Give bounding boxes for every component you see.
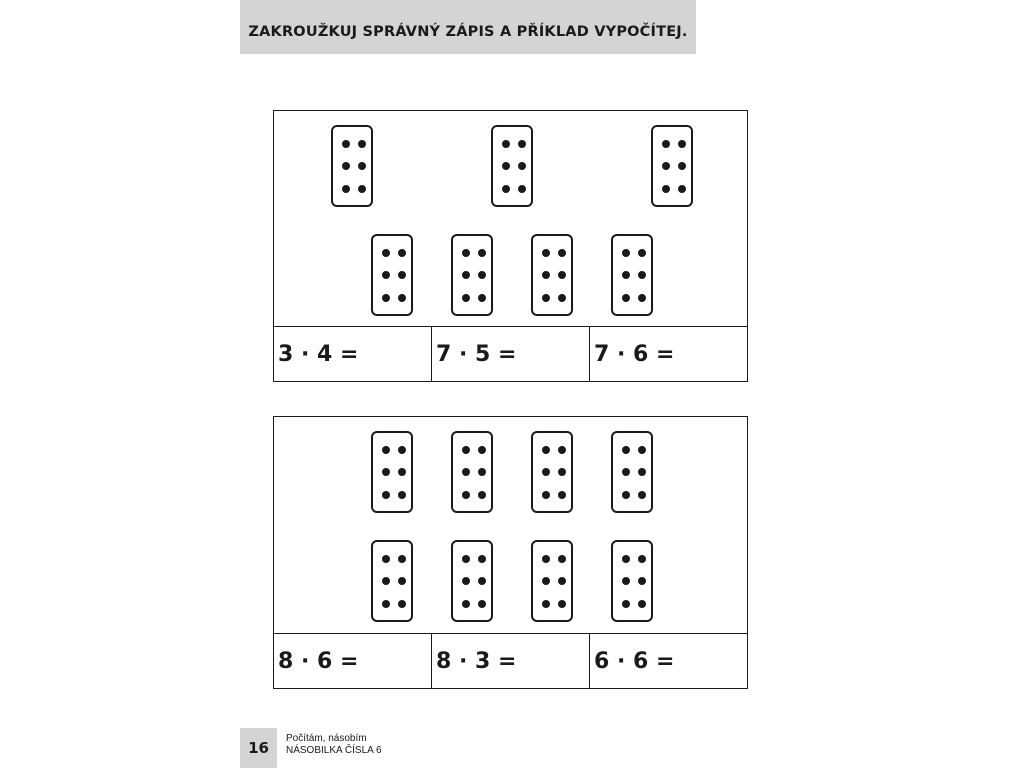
domino-pip — [558, 249, 566, 257]
domino-pip — [678, 140, 686, 148]
domino-tile — [451, 540, 493, 622]
domino-pip — [398, 491, 406, 499]
domino-pip — [542, 468, 550, 476]
option-equation: 8 · 6 = — [278, 648, 359, 674]
domino-pip — [542, 600, 550, 608]
domino-pip — [638, 468, 646, 476]
domino-pip — [502, 140, 510, 148]
domino-pip — [382, 271, 390, 279]
domino-pip — [462, 446, 470, 454]
domino-pip — [462, 600, 470, 608]
domino-pip — [382, 446, 390, 454]
domino-pip — [558, 294, 566, 302]
domino-pip — [478, 577, 486, 585]
domino-pip — [622, 577, 630, 585]
instruction-title: ZAKROUŽKUJ SPRÁVNÝ ZÁPIS A PŘÍKLAD VYPOČÍTEJ. — [248, 24, 688, 40]
domino-tile — [371, 540, 413, 622]
domino-pip — [382, 468, 390, 476]
domino-tile — [531, 540, 573, 622]
domino-pip — [478, 600, 486, 608]
domino-pip — [622, 294, 630, 302]
domino-tile — [371, 431, 413, 513]
domino-tile — [531, 431, 573, 513]
footer-line-2: NÁSOBILKA ČÍSLA 6 — [286, 745, 382, 756]
domino-pip — [398, 294, 406, 302]
domino-pip — [678, 162, 686, 170]
domino-pip — [462, 577, 470, 585]
option-cell[interactable] — [432, 327, 590, 381]
option-equation: 7 · 5 = — [436, 341, 517, 367]
option-equation: 8 · 3 = — [436, 648, 517, 674]
domino-pip — [662, 162, 670, 170]
domino-pip — [382, 294, 390, 302]
domino-pip — [542, 446, 550, 454]
domino-tile — [531, 234, 573, 316]
domino-tile — [491, 125, 533, 207]
domino-pip — [622, 249, 630, 257]
domino-pip — [638, 600, 646, 608]
footer-caption — [286, 733, 382, 757]
domino-pip — [558, 468, 566, 476]
domino-pip — [398, 600, 406, 608]
domino-pip — [622, 271, 630, 279]
domino-pip — [398, 249, 406, 257]
domino-pip — [342, 162, 350, 170]
domino-pip — [478, 491, 486, 499]
exercise-2 — [273, 416, 748, 689]
domino-pip — [638, 294, 646, 302]
option-cell[interactable] — [274, 327, 432, 381]
domino-pip — [358, 140, 366, 148]
domino-pip — [478, 294, 486, 302]
domino-pip — [542, 577, 550, 585]
domino-tile — [451, 431, 493, 513]
domino-pip — [478, 555, 486, 563]
domino-pip — [382, 491, 390, 499]
domino-pip — [398, 271, 406, 279]
domino-tile — [611, 234, 653, 316]
domino-tile — [611, 540, 653, 622]
domino-pip — [558, 271, 566, 279]
domino-pip — [622, 491, 630, 499]
domino-pip — [542, 555, 550, 563]
domino-pip — [462, 271, 470, 279]
domino-pip — [398, 555, 406, 563]
domino-pip — [382, 577, 390, 585]
domino-pip — [622, 600, 630, 608]
domino-pip — [638, 555, 646, 563]
option-cell[interactable] — [274, 634, 432, 688]
domino-pip — [638, 446, 646, 454]
domino-pip — [342, 140, 350, 148]
domino-pip — [518, 185, 526, 193]
domino-pip — [478, 271, 486, 279]
domino-pip — [638, 577, 646, 585]
domino-pip — [398, 577, 406, 585]
domino-pip — [558, 491, 566, 499]
domino-pip — [462, 249, 470, 257]
domino-pip — [542, 249, 550, 257]
option-equation: 6 · 6 = — [594, 648, 675, 674]
domino-tile — [371, 234, 413, 316]
domino-pip — [558, 600, 566, 608]
domino-pip — [462, 491, 470, 499]
domino-pip — [358, 162, 366, 170]
domino-pip — [462, 294, 470, 302]
answer-options — [274, 326, 747, 381]
option-equation: 3 · 4 = — [278, 341, 359, 367]
domino-pip — [502, 162, 510, 170]
domino-pip — [358, 185, 366, 193]
domino-area — [274, 111, 747, 327]
domino-pip — [638, 491, 646, 499]
domino-tile — [611, 431, 653, 513]
domino-pip — [622, 468, 630, 476]
domino-tile — [451, 234, 493, 316]
domino-pip — [478, 249, 486, 257]
domino-pip — [462, 555, 470, 563]
domino-pip — [398, 446, 406, 454]
domino-pip — [502, 185, 510, 193]
domino-pip — [518, 162, 526, 170]
domino-pip — [542, 491, 550, 499]
domino-pip — [558, 555, 566, 563]
instruction-banner — [240, 0, 696, 54]
domino-pip — [542, 271, 550, 279]
domino-pip — [622, 446, 630, 454]
domino-pip — [558, 446, 566, 454]
domino-pip — [342, 185, 350, 193]
domino-pip — [542, 294, 550, 302]
domino-pip — [382, 249, 390, 257]
domino-pip — [518, 140, 526, 148]
page-number: 16 — [240, 728, 277, 768]
domino-pip — [398, 468, 406, 476]
footer-line-1: Počítám, násobím — [286, 733, 367, 744]
option-cell[interactable] — [432, 634, 590, 688]
option-cell[interactable] — [590, 327, 747, 381]
domino-pip — [478, 446, 486, 454]
domino-pip — [662, 185, 670, 193]
domino-pip — [638, 249, 646, 257]
domino-pip — [382, 600, 390, 608]
domino-tile — [331, 125, 373, 207]
domino-area — [274, 417, 747, 633]
domino-tile — [651, 125, 693, 207]
option-equation: 7 · 6 = — [594, 341, 675, 367]
exercise-1 — [273, 110, 748, 382]
domino-pip — [478, 468, 486, 476]
domino-pip — [678, 185, 686, 193]
option-cell[interactable] — [590, 634, 747, 688]
domino-pip — [638, 271, 646, 279]
domino-pip — [382, 555, 390, 563]
answer-options — [274, 633, 747, 688]
domino-pip — [462, 468, 470, 476]
domino-pip — [622, 555, 630, 563]
domino-pip — [558, 577, 566, 585]
domino-pip — [662, 140, 670, 148]
